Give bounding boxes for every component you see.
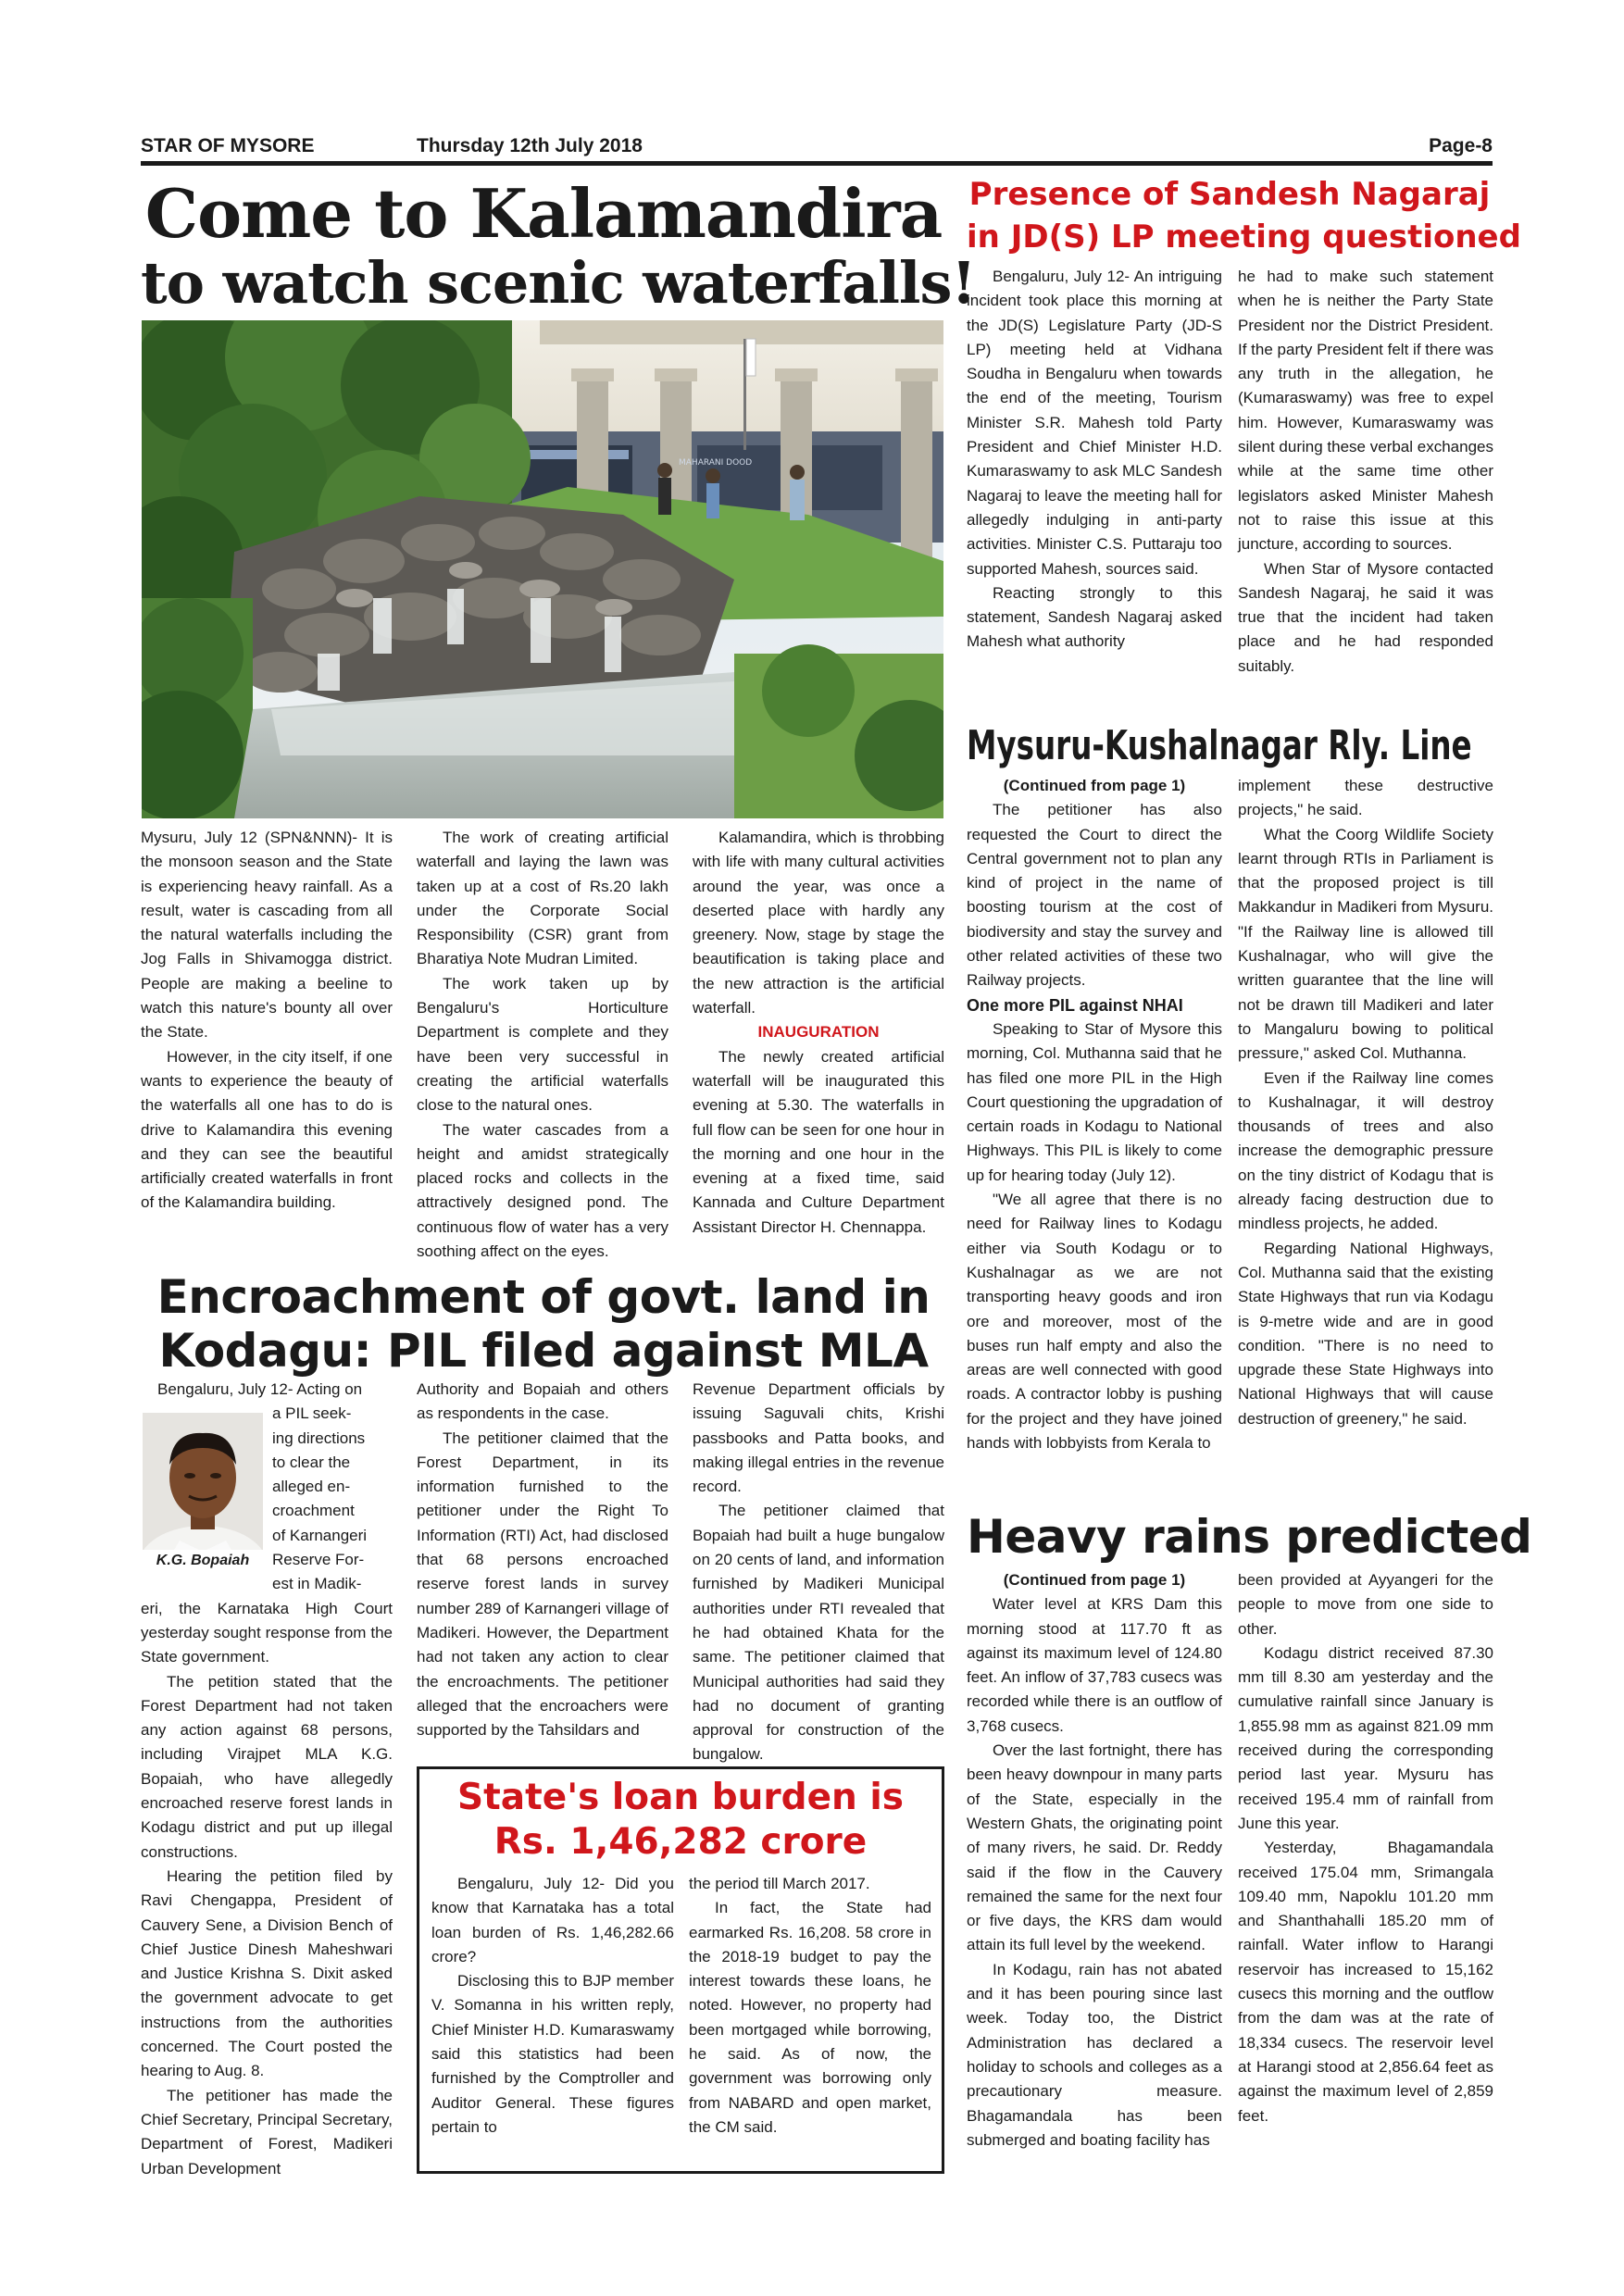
waterfall-photo-illustration [142,320,943,818]
paragraph: The newly created artificial waterfall will be inaugurated this evening at 5.30. The waterfalls in full flow can be seen for one hour in the morning and one hour in the evening at a fixed time, said Kannada and Culture Department Assistant Director H. Chennappa. [693,1047,944,1236]
kalamandira-col-2 [417,826,668,1264]
paragraph: Bengaluru, July 12- Did you know that Karnataka has a total loan burden of Rs. 1,46,282.66 crore? [431,1875,674,1965]
paragraph: Kalamandira, which is throbbing with life with many cultural activities around the year, was once a deserted place with hardly any greenery. Now, stage by stage the beautification is taking place and the new attraction is the artificial waterfall. [693,829,944,1017]
wrap-line: ing directions [272,1429,366,1447]
encroachment-col-1 [141,1378,393,2181]
paragraph: The petitioner claimed that Bopaiah had built a huge bungalow on 20 cents of land, and information furnished by Madikeri Municipal authorities under RTI revealed that he had obtained Khata for the same. The petitioner claimed that Municipal authorities had said they had no document of granting approval for construction of the bungalow. [693,1502,944,1764]
encroachment-col-2 [417,1378,668,1742]
kalamandira-col-3 [693,826,944,1240]
sandesh-headline-2: in JD(S) LP meeting questioned [967,218,1521,256]
paragraph: The petitioner claimed that the Forest Department, in its information furnished to the petitioner under the Right To Information (RTI) Act, had disclosed that 68 persons encroached reserve forest lands in survey number 289 of Karnangeri village of Madikeri. However, the Department had not taken any action to clear the encroachments. The petitioner alleged that the encroachers were supported by the Tahsildars and [417,1429,668,1740]
paragraph: Mysuru, July 12 (SPN&NNN)- It is the monsoon season and the State is experiencing heavy rainfall. As a result, water is cascading from all the natural waterfalls including the Jog Falls in Shivamogga district. People are making a beeline to watch this nature's bounty all over the State. [141,829,393,1042]
railway-headline: Mysuru-Kushalnagar Rly. Line [967,722,1472,769]
encroachment-col-3 [693,1378,944,1767]
wrap-line: est in Madik- [272,1575,362,1593]
paragraph: What the Coorg Wildlife Society learnt through RTIs in Parliament is that the proposed project is till Makkandur in Madikeri from Mysuru. "If the Railway line is allowed till Kushalnagar, who will give the written guarantee that the line will not be drawn till Madikeri and later to Mangaluru bowing to political pressure," asked Col. Muthanna. [1238,825,1493,1063]
paragraph: Authority and Bopaiah and others as respondents in the case. [417,1380,668,1423]
paragraph: The petitioner has made the Chief Secretary, Principal Secretary, Department of Forest, Madikeri Urban Development [141,2086,393,2177]
paragraph: eri, the Karnataka High Court yesterday sought response from the State government. [141,1599,393,1666]
paragraph: Reacting strongly to this statement, Sandesh Nagaraj asked Mahesh what authority [967,583,1222,651]
loan-headline-1: State's loan burden is [457,1777,904,1818]
loan-headline-2: Rs. 1,46,282 crore [493,1821,868,1863]
paragraph-wrap [141,1378,393,1597]
sandesh-headline-1: Presence of Sandesh Nagaraj [968,176,1491,213]
loan-col-1 [431,1872,674,2140]
paragraph: Regarding National Highways, Col. Muthanna said that the existing State Highways that run via Kodagu is 9-metre wide and are in good condition. "There is no need to upgrade these State Highways into National Highways that will cause destruction of greenery," he said. [1238,1239,1493,1428]
paragraph: implement these destructive projects," he said. [1238,777,1493,819]
encroachment-headline-2: Kodagu: PIL filed against MLA [158,1324,929,1378]
paragraph: The water cascades from a height and amidst strategically placed rocks and collects in the attractively designed pond. The continuous flow of water has a very soothing affect on the eyes. [417,1120,668,1261]
paragraph: Even if the Railway line comes to Kushalnagar, it will destroy thousands of trees and also increase the demographic pressure on the tiny district of Kodagu that is already facing destruction due to mindless projects, he added. [1238,1068,1493,1233]
masthead-rule [141,161,1493,166]
wrap-line: a PIL seek- [272,1404,352,1423]
encroachment-headline-1: Encroachment of govt. land in [156,1270,931,1324]
paragraph: Hearing the petition filed by Ravi Chengappa, President of Cauvery Sene, a Division Bench of Chief Justice Dinesh Maheshwari and Justice Krishna S. Dixit asked the government advocate to get instructions from the authorities concerned. The Court posted the hearing to Aug. 8. [141,1866,393,2080]
page-number: Page-8 [1429,135,1493,156]
paragraph: Speaking to Star of Mysore this morning, Col. Muthanna said that he has filed one more PIL in the High Court questioning the upgradation of certain roads in Kodagu to National Highways. This PIL is likely to come up for hearing today (July 12). [967,1019,1222,1184]
paragraph: been provided at Ayyangeri for the people to move from one side to other. [1238,1571,1493,1638]
continued-note: (Continued from page 1) [1003,1571,1186,1589]
paragraph: the period till March 2017. [689,1875,870,1892]
paragraph: Over the last fortnight, there has been heavy downpour in many parts of the State, especially in the Western Ghats, the originating point of many rivers, he said. Dr. Reddy said if the flow in the Cauvery remained the same for the next four or five days, the KRS dam would attain its full level by the weekend. [967,1741,1222,1954]
paragraph: In fact, the State had earmarked Rs. 16,208. 58 crore in the 2018-19 budget to pay the interest towards these loans, he noted. However, no property had been mortgaged while borrowing, he said. As of now, the government was borrowing only from NABARD and open market, the CM said. [689,1899,931,2136]
paragraph: The work taken up by Bengaluru's Horticulture Department is complete and they have been very successful in creating the artificial waterfalls close to the natural ones. [417,974,668,1115]
kalamandira-col-1 [141,826,393,1216]
issue-date: Thursday 12th July 2018 [417,135,643,156]
sandesh-col-2 [1238,265,1493,679]
wrap-line: Bengaluru, July 12- Acting on [157,1380,363,1398]
paragraph: However, in the city itself, if one wants to experience the beauty of the waterfalls all one has to do is drive to Kalamandira this evening and they can see the beautiful artificially created waterfalls in front of the Kalamandira building. [141,1047,393,1212]
paragraph: Bengaluru, July 12- An intriguing incident took place this morning at the JD(S) Legislature Party (JD-S LP) meeting held at Vidhana Soudha in Bengaluru when towards the end of the meeting, Tourism Minister S.R. Mahesh told Party President and Chief Minister H.D. Kumaraswamy to ask MLC Sandesh Nagaraj to leave the meeting hall for allegedly indulging in anti-party activities. Minister C.S. Puttaraju too supported Mahesh, sources said. [967,268,1222,578]
wrap-line: of Karnangeri [272,1526,368,1544]
paragraph: he had to make such statement when he is neither the Party State President nor the District President. If the party President felt if there was any truth in the allegation, he (Kumaraswamy) was free to expel him. However, Kumaraswamy was silent during these verbal exchanges while at the same time other legislators asked Minister Mahesh not to raise this issue at this juncture, according to sources. [1238,268,1493,554]
paragraph: The work of creating artificial waterfall and laying the lawn was taken up at a cost of Rs.20 lakh under the Corporate Social Responsibility (CSR) grant from Bharatiya Note Mudran Limited. [417,829,668,968]
paper-name: STAR OF MYSORE [141,135,315,156]
paragraph: Yesterday, Bhagamandala received 175.04 mm, Srimangala 109.40 mm, Napoklu 101.20 mm and Shanthahalli 185.20 mm of rainfall. Water inflow to Harangi reservoir has increased to 15,162 cusecs this morning and the outflow from the dam was at the rate of 18,334 cusecs. The reservoir level at Harangi stood at 2,856.64 feet as against the maximum level of 2,859 feet. [1238,1839,1493,2125]
wrap-line: alleged en- [272,1478,351,1496]
railway-col-2 [1238,774,1493,1431]
paragraph: The petitioner has also requested the Court to direct the Central government not to plan any kind of project in the name of boosting tourism at the cost of biodiversity and stay the survey and other related activities of these two Railway projects. [967,801,1222,990]
paragraph: When Star of Mysore contacted Sandesh Nagaraj, he said it was true that the incident had taken place and he had responded suitably. [1238,559,1493,675]
inauguration-subhead: INAUGURATION [757,1023,880,1042]
railway-col-1 [967,774,1222,1455]
nhai-subhead: One more PIL against NHAI [967,995,1183,1015]
sandesh-col-1 [967,265,1222,655]
continued-note: (Continued from page 1) [1003,777,1186,794]
wrap-line: croachment [272,1502,355,1520]
kalamandira-photo [142,320,943,818]
rains-col-1 [967,1568,1222,2152]
loan-col-2 [689,1872,931,2140]
photo-caption: K.G. Bopaiah [143,1550,263,1572]
wrap-line: to clear the [272,1453,351,1471]
paragraph: Disclosing this to BJP member V. Somanna in his written reply, Chief Minister H.D. Kumaraswamy said this statistics had been furnished by the Comptroller and Auditor General. These figures pertain to [431,1972,674,2136]
paragraph: Water level at KRS Dam this morning stood at 117.70 ft as against its maximum level of 124.80 feet. An inflow of 37,783 cusecs was recorded while there is an outflow of 3,768 cusecs. [967,1595,1222,1735]
paragraph: "We all agree that there is no need for Railway lines to Kodagu either via South Kodagu or to Kushalnagar as we are not transporting heavy goods and iron ore and moreover, most of the buses run half empty and also the areas are well connected with good roads. A contractor lobby is pushing for the project and they have joined hands with lobbyists from Kerala to [967,1191,1222,1453]
paragraph: The petition stated that the Forest Department had not taken any action against 68 persons, including Virajpet MLA K.G. Bopaiah, who have allegedly encroached reserve forest lands in Kodagu district and put up illegal constructions. [141,1672,393,1861]
paragraph: In Kodagu, rain has not abated and it has been pouring since last week. Today too, the District Administration has declared a holiday to schools and colleges as a precautionary measure. Bhagamandala has been submerged and boating facility has [967,1960,1222,2149]
paragraph: Kodagu district received 87.30 mm till 8.30 am yesterday and the cumulative rainfall since January is 1,855.98 mm as against 821.09 mm received during the corresponding period last year. Mysuru has received 195.4 mm of rainfall from June this year. [1238,1643,1493,1832]
kalamandira-headline-2: to watch scenic waterfalls! [141,249,976,317]
kalamandira-headline-1: Come to Kalamandira [144,174,943,253]
photo-building-sign: MAHARANI DOOD [679,458,753,468]
rains-col-2 [1238,1568,1493,2128]
paragraph: Revenue Department officials by issuing Saguvali chits, Krishi passbooks and Patta books, and making illegal entries in the revenue record. [693,1380,944,1496]
rains-headline: Heavy rains predicted [967,1510,1532,1564]
wrap-line: Reserve For- [272,1551,365,1569]
